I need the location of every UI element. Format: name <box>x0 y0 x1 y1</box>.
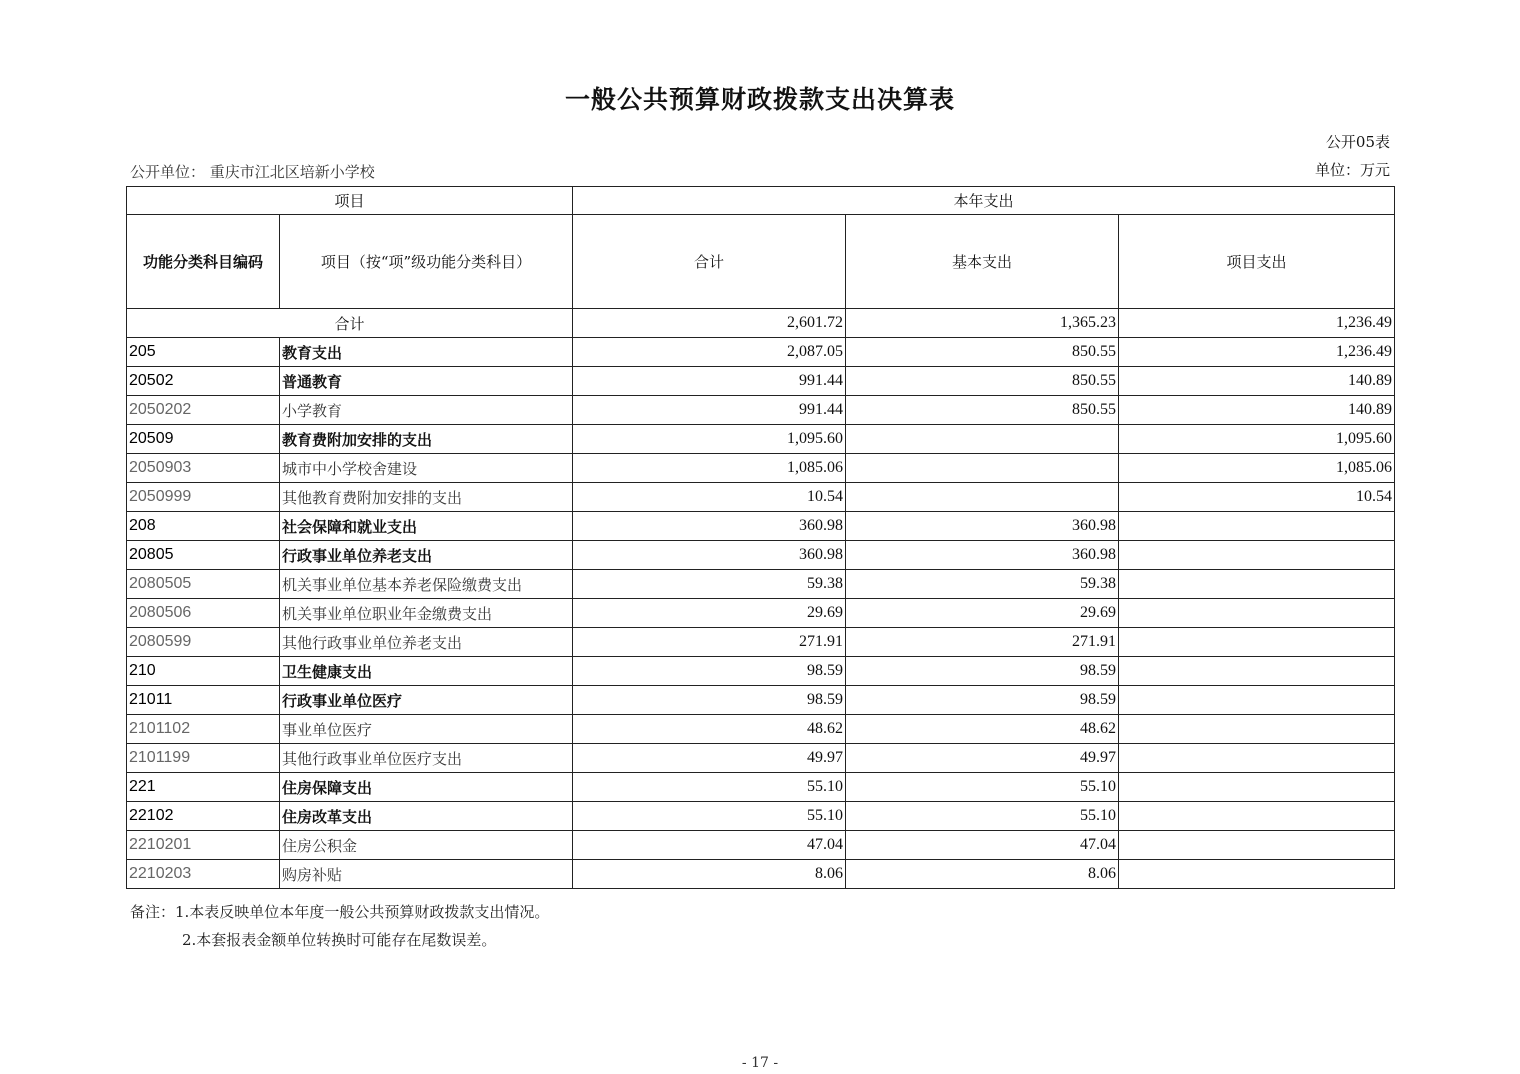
row-project <box>1119 686 1395 715</box>
row-total: 98.59 <box>573 657 846 686</box>
table-row <box>127 686 1395 715</box>
row-code: 205 <box>127 338 280 367</box>
row-project: 140.89 <box>1119 367 1395 396</box>
row-total: 271.91 <box>573 628 846 657</box>
row-code: 221 <box>127 773 280 802</box>
row-project <box>1119 541 1395 570</box>
row-project <box>1119 773 1395 802</box>
row-project <box>1119 512 1395 541</box>
row-code: 22102 <box>127 802 280 831</box>
row-basic: 48.62 <box>846 715 1119 744</box>
row-project: 1,236.49 <box>1119 338 1395 367</box>
table-row <box>127 860 1395 889</box>
row-name: 教育支出 <box>280 338 573 367</box>
row-total: 1,095.60 <box>573 425 846 454</box>
row-project <box>1119 744 1395 773</box>
row-project <box>1119 831 1395 860</box>
row-name: 小学教育 <box>280 396 573 425</box>
row-total: 55.10 <box>573 773 846 802</box>
row-project <box>1119 570 1395 599</box>
table-row <box>127 802 1395 831</box>
row-total: 991.44 <box>573 396 846 425</box>
reporting-unit: 公开单位： 重庆市江北区培新小学校 <box>130 163 375 181</box>
row-basic: 59.38 <box>846 570 1119 599</box>
row-name: 教育费附加安排的支出 <box>280 425 573 454</box>
row-name: 普通教育 <box>280 367 573 396</box>
row-total: 47.04 <box>573 831 846 860</box>
table-row <box>127 338 1395 367</box>
row-basic: 98.59 <box>846 686 1119 715</box>
row-basic <box>846 454 1119 483</box>
row-project: 1,095.60 <box>1119 425 1395 454</box>
header-row-columns <box>127 215 1395 309</box>
row-code: 210 <box>127 657 280 686</box>
table-row <box>127 715 1395 744</box>
table-row <box>127 454 1395 483</box>
row-name: 行政事业单位医疗 <box>280 686 573 715</box>
row-code: 2050999 <box>127 483 280 512</box>
total-amount: 2,601.72 <box>573 309 846 338</box>
note-line-2: 2.本套报表金额单位转换时可能存在尾数误差。 <box>182 931 497 949</box>
header-name: 项目（按“项”级功能分类科目） <box>280 215 573 309</box>
row-project: 10.54 <box>1119 483 1395 512</box>
row-basic: 360.98 <box>846 512 1119 541</box>
table-row <box>127 483 1395 512</box>
row-total: 360.98 <box>573 541 846 570</box>
header-code: 功能分类科目编码 <box>127 215 280 309</box>
row-basic: 55.10 <box>846 773 1119 802</box>
row-basic <box>846 483 1119 512</box>
total-row <box>127 309 1395 338</box>
row-total: 49.97 <box>573 744 846 773</box>
row-name: 住房公积金 <box>280 831 573 860</box>
table-row <box>127 628 1395 657</box>
table-row <box>127 425 1395 454</box>
row-name: 卫生健康支出 <box>280 657 573 686</box>
row-total: 1,085.06 <box>573 454 846 483</box>
page-title: 一般公共预算财政拨款支出决算表 <box>564 85 955 114</box>
row-total: 98.59 <box>573 686 846 715</box>
row-total: 360.98 <box>573 512 846 541</box>
row-project <box>1119 715 1395 744</box>
row-code: 2080506 <box>127 599 280 628</box>
row-project <box>1119 802 1395 831</box>
row-name: 住房保障支出 <box>280 773 573 802</box>
row-project <box>1119 599 1395 628</box>
row-code: 20805 <box>127 541 280 570</box>
row-total: 10.54 <box>573 483 846 512</box>
row-code: 2101102 <box>127 715 280 744</box>
row-code: 20509 <box>127 425 280 454</box>
row-total: 8.06 <box>573 860 846 889</box>
header-total: 合计 <box>573 215 846 309</box>
row-total: 59.38 <box>573 570 846 599</box>
currency-unit: 单位：万元 <box>1314 161 1390 179</box>
row-total: 991.44 <box>573 367 846 396</box>
table-row <box>127 396 1395 425</box>
header-row-group <box>127 187 1395 215</box>
row-basic: 49.97 <box>846 744 1119 773</box>
row-code: 2101199 <box>127 744 280 773</box>
total-basic: 1,365.23 <box>846 309 1119 338</box>
row-basic: 55.10 <box>846 802 1119 831</box>
row-basic: 360.98 <box>846 541 1119 570</box>
row-code: 2210201 <box>127 831 280 860</box>
row-basic: 98.59 <box>846 657 1119 686</box>
row-basic: 47.04 <box>846 831 1119 860</box>
row-code: 2210203 <box>127 860 280 889</box>
row-total: 2,087.05 <box>573 338 846 367</box>
total-project: 1,236.49 <box>1119 309 1395 338</box>
row-code: 21011 <box>127 686 280 715</box>
header-item-group: 项目 <box>127 187 573 215</box>
table-row <box>127 599 1395 628</box>
table-row <box>127 744 1395 773</box>
row-code: 2080599 <box>127 628 280 657</box>
expenditure-table <box>126 186 1395 889</box>
row-name: 住房改革支出 <box>280 802 573 831</box>
row-project <box>1119 860 1395 889</box>
row-total: 55.10 <box>573 802 846 831</box>
table-row <box>127 367 1395 396</box>
row-name: 购房补贴 <box>280 860 573 889</box>
row-project: 1,085.06 <box>1119 454 1395 483</box>
row-basic: 850.55 <box>846 367 1119 396</box>
row-code: 20502 <box>127 367 280 396</box>
row-basic: 29.69 <box>846 599 1119 628</box>
row-name: 机关事业单位基本养老保险缴费支出 <box>280 570 573 599</box>
table-row <box>127 541 1395 570</box>
total-label: 合计 <box>127 309 573 338</box>
row-total: 29.69 <box>573 599 846 628</box>
table-row <box>127 570 1395 599</box>
row-name: 社会保障和就业支出 <box>280 512 573 541</box>
row-basic <box>846 425 1119 454</box>
row-basic: 850.55 <box>846 338 1119 367</box>
row-project: 140.89 <box>1119 396 1395 425</box>
row-basic: 850.55 <box>846 396 1119 425</box>
row-project <box>1119 628 1395 657</box>
row-name: 机关事业单位职业年金缴费支出 <box>280 599 573 628</box>
header-expense-group: 本年支出 <box>573 187 1395 215</box>
header-basic: 基本支出 <box>846 215 1119 309</box>
table-number: 公开05表 <box>1325 133 1390 151</box>
row-code: 2050202 <box>127 396 280 425</box>
row-basic: 8.06 <box>846 860 1119 889</box>
row-name: 事业单位医疗 <box>280 715 573 744</box>
row-name: 其他行政事业单位养老支出 <box>280 628 573 657</box>
page-number: - 17 - <box>741 1055 779 1071</box>
row-name: 其他行政事业单位医疗支出 <box>280 744 573 773</box>
table-row <box>127 512 1395 541</box>
table-row <box>127 773 1395 802</box>
row-name: 城市中小学校舍建设 <box>280 454 573 483</box>
row-code: 2050903 <box>127 454 280 483</box>
row-code: 208 <box>127 512 280 541</box>
row-project <box>1119 657 1395 686</box>
row-name: 其他教育费附加安排的支出 <box>280 483 573 512</box>
table-row <box>127 657 1395 686</box>
row-name: 行政事业单位养老支出 <box>280 541 573 570</box>
notes <box>130 898 549 954</box>
row-total: 48.62 <box>573 715 846 744</box>
row-code: 2080505 <box>127 570 280 599</box>
row-basic: 271.91 <box>846 628 1119 657</box>
note-line-1: 备注：1.本表反映单位本年度一般公共预算财政拨款支出情况。 <box>130 903 550 921</box>
table-row <box>127 831 1395 860</box>
header-project: 项目支出 <box>1119 215 1395 309</box>
